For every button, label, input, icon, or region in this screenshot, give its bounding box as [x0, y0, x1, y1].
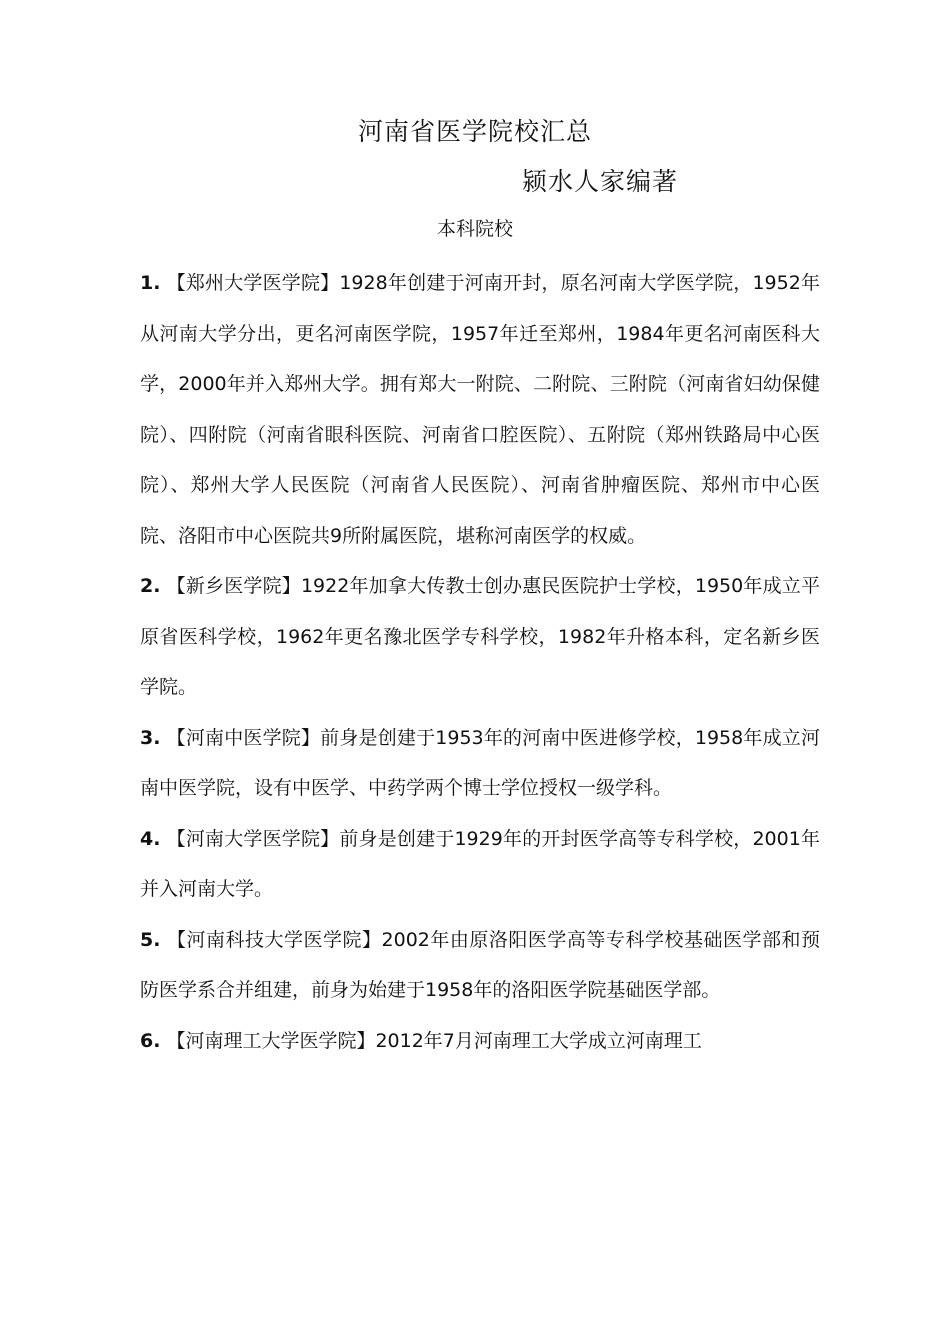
item-text: 【新乡医学院】1922年加拿大传教士创办惠民医院护士学校，1950年成立平原省医科学校，1962年更名豫北医学专科学校，1982年升格本科，定名新乡医学院。	[140, 575, 820, 698]
document-author: 颍水人家编著	[522, 167, 679, 196]
list-item	[140, 561, 820, 713]
document-title: 河南省医学院校汇总	[357, 117, 592, 146]
list-item	[140, 258, 820, 561]
item-number: 5.	[140, 928, 161, 951]
list-item	[140, 1016, 820, 1067]
item-number: 3.	[140, 726, 161, 749]
item-text: 【郑州大学医学院】1928年创建于河南开封，原名河南大学医学院，1952年从河南大学分出，更名河南医学院，1957年迁至郑州，1984年更名河南医科大学，2000年并入郑州大学。拥有郑大一附院、二附院、三附院（河南省妇幼保健院）、四附院（河南省眼科医院、河南省口腔医院）、五附院（郑州铁路局中心医院）、郑州大学人民医院（河南省人民医院）、河南省肿瘤医院、郑州市中心医院、洛阳市中心医院共9所附属医院，堪称河南医学的权威。	[140, 272, 820, 547]
list-item	[140, 915, 820, 1016]
list-item	[140, 713, 820, 814]
item-number: 4.	[140, 827, 161, 850]
item-text: 【河南理工大学医学院】2012年7月河南理工大学成立河南理工	[166, 1029, 702, 1052]
item-text: 【河南科技大学医学院】2002年由原洛阳医学高等专科学校基础医学部和预防医学系合并组建，前身为始建于1958年的洛阳医学院基础医学部。	[140, 928, 820, 1001]
item-number: 1.	[140, 272, 161, 294]
item-number: 2.	[140, 575, 161, 597]
item-number: 6.	[140, 1029, 161, 1052]
school-list	[140, 258, 820, 1066]
list-item	[140, 814, 820, 915]
item-text: 【河南中医学院】前身是创建于1953年的河南中医进修学校，1958年成立河南中医学院，设有中医学、中药学两个博士学位授权一级学科。	[140, 726, 820, 799]
section-heading: 本科院校	[436, 218, 513, 240]
item-text: 【河南大学医学院】前身是创建于1929年的开封医学高等专科学校，2001年并入河南大学。	[140, 827, 820, 900]
